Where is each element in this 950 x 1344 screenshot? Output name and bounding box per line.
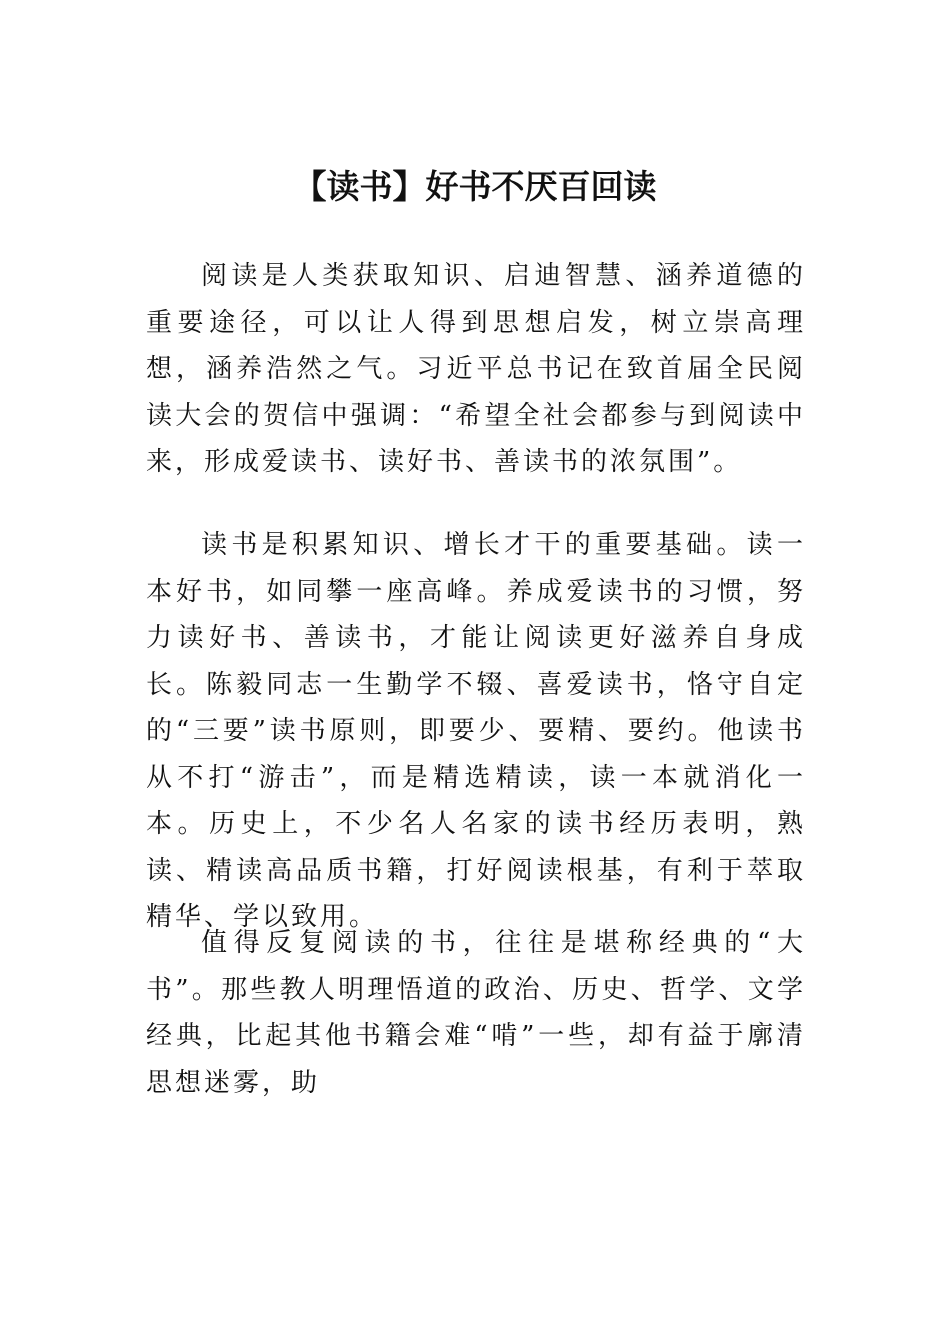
paragraph-3: 值得反复阅读的书，往往是堪称经典的“大书”。那些教人明理悟道的政治、历史、哲学、文学经典，比起其他书籍会难“啃”一些，却有益于廓清思想迷雾，助 <box>146 928 806 1098</box>
paragraph-1: 阅读是人类获取知识、启迪智慧、涵养道德的重要途径，可以让人得到思想启发，树立崇高理想，涵养浩然之气。习近平总书记在致首届全民阅读大会的贺信中强调：“希望全社会都参与到阅读中来，形成爱读书、读好书、善读书的浓氛围”。 <box>146 261 806 477</box>
document-title: 【读书】好书不厌百回读 <box>293 167 657 206</box>
paragraph-2: 读书是积累知识、增长才干的重要基础。读一本好书，如同攀一座高峰。养成爱读书的习惯，努力读好书、善读书，才能让阅读更好滋养自身成长。陈毅同志一生勤学不辍、喜爱读书，恪守自定的“三要”读书原则，即要少、要精、要约。他读书从不打“游击”，而是精选精读，读一本就消化一本。历史上，不少名人名家的读书经历表明，熟读、精读高品质书籍，打好阅读根基，有利于萃取精华、学以致用。 <box>146 530 806 932</box>
